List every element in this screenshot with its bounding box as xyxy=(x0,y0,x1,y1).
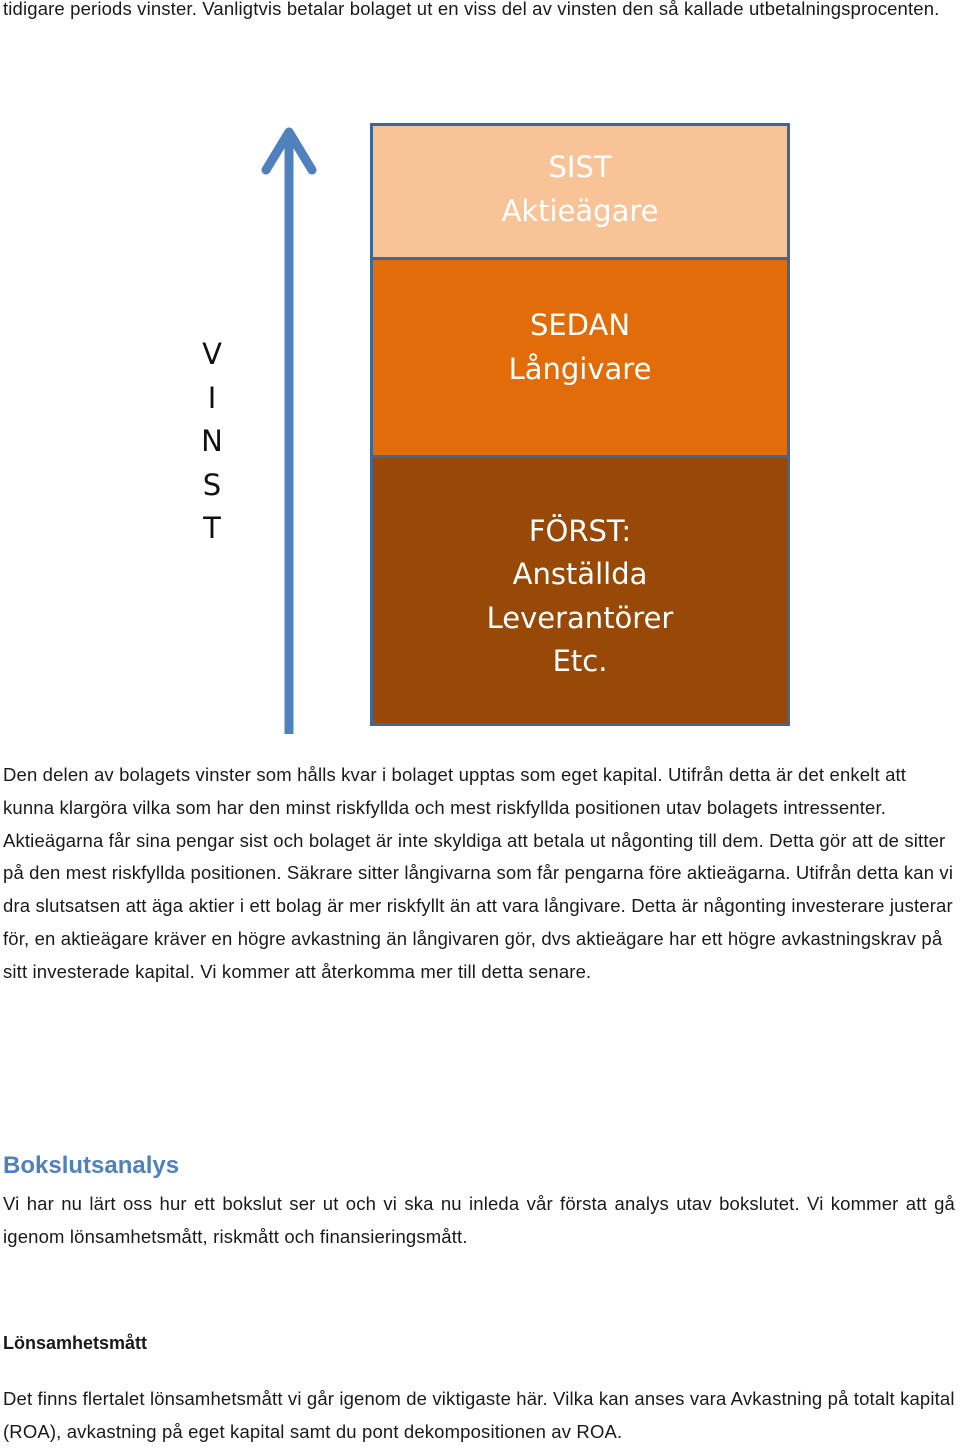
section-heading-bokslutsanalys: Bokslutsanalys xyxy=(3,1152,180,1179)
section-heading-lonsamhetsmatt: Lönsamhetsmått xyxy=(3,1333,148,1353)
block-line: Långivare xyxy=(508,351,652,386)
priority-stack xyxy=(370,123,790,726)
block-line: Leverantörer xyxy=(486,600,674,635)
vinst-letter: S xyxy=(202,467,222,502)
block-line: Etc. xyxy=(552,644,608,678)
intro-paragraph: tidigare periods vinster. Vanligtvis betalar bolaget ut en viss del av vinsten den så kallade utbetalningsprocenten. xyxy=(3,0,940,19)
block-sist-aktieagare xyxy=(373,126,787,260)
vinst-letter: V xyxy=(202,337,222,371)
vinst-letter: I xyxy=(207,380,217,415)
block-sedan-langivare xyxy=(373,260,787,458)
block-line: SIST xyxy=(548,150,612,184)
block-forst-anstallda xyxy=(373,458,787,723)
lonsamhetsmatt-paragraph: Det finns flertalet lönsamhetsmått vi går igenom de viktigaste här. Vilka kan anses vara Avkastning på totalt kapital (ROA), avkastning på eget kapital samt du pont dekompositionen av ROA. xyxy=(3,1388,955,1442)
block-line: SEDAN xyxy=(529,308,631,342)
block-line: FÖRST: xyxy=(528,513,632,548)
bokslutsanalys-paragraph: Vi har nu lärt oss hur ett bokslut ser ut och vi ska nu inleda vår första analys utav bokslutet. Vi kommer att gå igenom lönsamhetsmått, riskmått och finansieringsmått. xyxy=(3,1193,955,1247)
block-line: Aktieägare xyxy=(501,193,659,228)
block-line: Anställda xyxy=(512,557,648,591)
risk-explanation-paragraph: Den delen av bolagets vinster som hålls kvar i bolaget upptas som eget kapital. Utifrån detta är det enkelt att kunna klargöra vilka som har den minst riskfyllda och mest riskfyllda positionen utav bolagets intressenter. Aktieägarna får sina pengar sist och bolaget är inte skyldiga att betala ut någonting till dem. Detta gör att de sitter på den mest riskfyllda positionen. Säkrare sitter långivarna som får pengarna före aktieägarna. Utifrån detta kan vi dra slutsatsen att äga aktier i ett bolag är mer riskfyllt än att vara långivare. Detta är någonting investerare justerar för, en aktieägare kräver en högre avkastning än långivaren gör, dvs aktieägare har ett högre avkastningskrav på sitt investerade kapital. Vi kommer att återkomma mer till detta senare. xyxy=(3,764,954,982)
vinst-vertical-label xyxy=(190,333,234,551)
vinst-letter: N xyxy=(201,424,223,458)
vinst-letter: T xyxy=(203,511,221,545)
